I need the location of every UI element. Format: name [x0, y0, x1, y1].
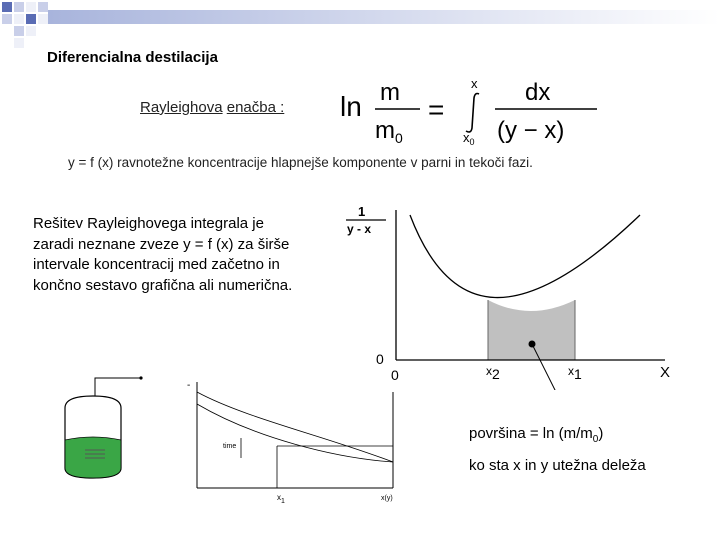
area-caption: [469, 425, 603, 445]
formula-denominator-sub: 0: [395, 130, 403, 146]
small-x1-sub: 1: [281, 498, 285, 505]
rayleigh-label-rest: enačba :: [226, 99, 285, 116]
graph-x-axis-label: X: [660, 364, 671, 381]
slide-title: Diferencialna destilacija: [47, 49, 218, 66]
integrand-curve: [410, 215, 640, 298]
formula-int-upper: x: [471, 76, 478, 91]
graph-x2: x: [486, 364, 492, 378]
formula-int-lower-sub: 0: [469, 137, 475, 146]
svg-text:x2: [486, 364, 500, 382]
svg-text:m0: [375, 117, 403, 146]
integral-graph: [340, 200, 685, 390]
rayleigh-link: Rayleighova: [140, 99, 223, 116]
small-time-label: time: [223, 443, 237, 450]
area-text-sub: 0: [592, 434, 599, 445]
svg-text:x1: [277, 493, 285, 505]
rayleigh-equation-label: [140, 99, 284, 116]
formula-integrand-num: dx: [525, 79, 551, 106]
graph-origin-y: 0: [376, 351, 384, 367]
distillation-still: [55, 370, 185, 490]
formula-integrand-den: (y − x): [497, 117, 565, 144]
graph-origin-x: 0: [391, 367, 399, 383]
integral-sign: [466, 94, 479, 133]
formula-equals: =: [428, 94, 445, 125]
dew-curve: [197, 392, 393, 462]
graph-x1: x: [568, 364, 574, 378]
bubble-curve: [197, 404, 393, 462]
small-x1: x: [277, 493, 281, 502]
svg-text:x1: [568, 364, 582, 382]
solution-paragraph: Rešitev Rayleighovega integrala je zaradi neznane zveze y = f (x) za širše intervale koncentracij med začetno in končno sestavo grafična ali numerična.: [33, 215, 293, 294]
formula-denominator: m: [375, 117, 395, 144]
small-temp-label: -: [187, 380, 191, 391]
area-text-end: ): [598, 425, 604, 442]
relation-line: y = f (x) ravnotežne koncentracije hlapnejše komponente v parni in tekoči fazi.: [68, 155, 533, 170]
svg-text:x0: [463, 130, 475, 146]
graph-x1-sub: 1: [574, 366, 582, 382]
formula-numerator: m: [380, 79, 400, 106]
rayleigh-formula: [335, 74, 605, 146]
formula-ln: ln: [340, 91, 362, 122]
shaded-area: [488, 300, 575, 360]
title-bar-gradient: [48, 10, 720, 24]
small-xy-label: x(y): [381, 495, 393, 502]
vapor-pipe: [95, 378, 140, 397]
area-text: površina = ln (m/m: [469, 425, 593, 442]
graph-y-label-den: y - x: [347, 222, 372, 236]
weight-fraction-note: ko sta x in y utežna deleža: [469, 457, 646, 474]
graph-y-label-num: 1: [358, 204, 366, 219]
small-tx-diagram: [185, 378, 405, 510]
graph-x2-sub: 2: [492, 366, 500, 382]
formula-int-lower: x: [463, 130, 470, 145]
